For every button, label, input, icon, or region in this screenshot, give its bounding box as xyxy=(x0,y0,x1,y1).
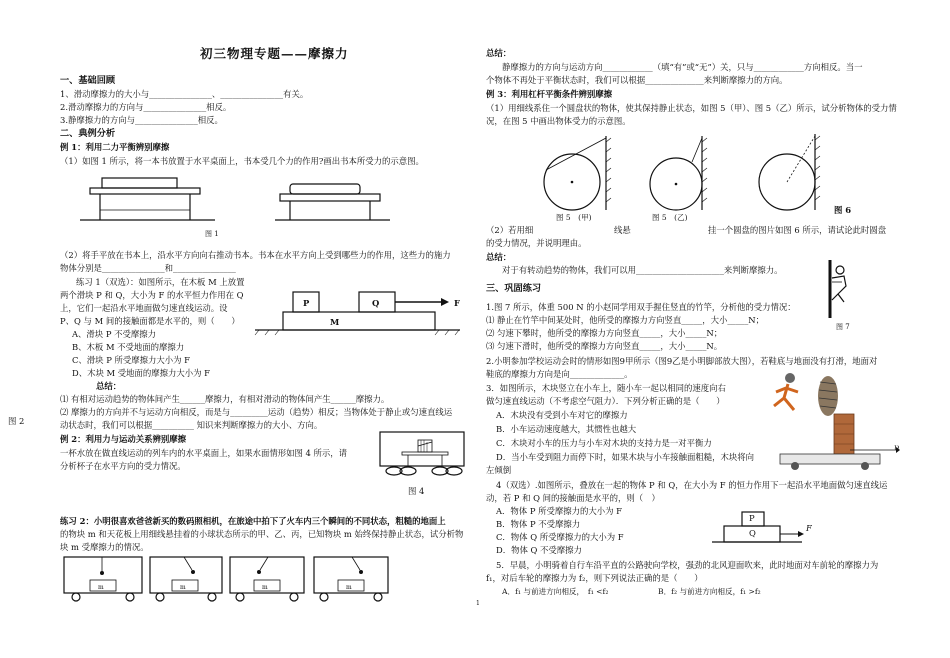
example-3-q2-part-a: （2）若用细 xyxy=(486,225,534,235)
practice-q3-option-b: B．小车运动速度越大，其惯性也越大 xyxy=(496,424,637,434)
car-state-2 xyxy=(150,557,222,601)
force-arrow-head xyxy=(441,298,449,306)
block-q-label: Q xyxy=(372,298,380,308)
block-m-label-1: m xyxy=(98,584,104,591)
cup xyxy=(418,440,432,452)
practice-q3-option-d: D．当小车受到阻力而停下时，如果木块与小车接触面粗糙，木块将向 xyxy=(496,452,754,462)
example-3-line-2: 况，在图 5 中画出物体受力的示意图。 xyxy=(486,116,631,126)
practice-1-option-d: D、木块 M 受地面的摩擦力大小为 F xyxy=(72,368,210,378)
practice-q5-line-2: f₁，对后车轮的摩擦力为 f₂，则下列说法正确的是（ ） xyxy=(486,573,703,583)
figure-6-caption: 图 6 xyxy=(834,205,852,215)
example-1-title: 例 1：利用二力平衡辨别摩擦 xyxy=(60,142,170,152)
practice-q4-option-b: B．物体 P 不受摩擦力 xyxy=(496,519,581,529)
practice-2-figures xyxy=(62,555,392,603)
practice-2-line-2: 的物块 m 和天花板上用细线悬挂着的小球状态所示的甲、乙、丙，已知物块 m 始终保持静止状态，试分析物 xyxy=(60,529,464,539)
figure-1-tables xyxy=(90,172,390,232)
block-m-label-3: m xyxy=(262,584,268,591)
practice-q3-option-c: C．木块对小车的压力与小车对木块的支持力是一对平衡力 xyxy=(496,438,712,448)
practice-q2-line-1: 2.小明参加学校运动会时的情形如图9甲所示（图9乙是小明脚部放大图），若鞋底与地面没有打滑，地面对 xyxy=(486,356,878,366)
practice-2-line-1 xyxy=(60,516,446,527)
practice-q1-line-3: ⑵ 匀速下攀时，他所受的摩擦力方向竖直_____，大小_____N； xyxy=(486,328,723,338)
practice-q3-line-2: 做匀速直线运动（不考虑空气阻力）．下列分析正确的是（ ） xyxy=(486,396,725,406)
figure-5-yi-caption: 图 5 (乙) xyxy=(652,213,688,222)
table-right xyxy=(275,184,390,220)
example-3-title: 例 3：利用杠杆平衡条件辨别摩擦 xyxy=(486,89,612,99)
practice-2-text: 练习 2：小明很喜欢爸爸新买的数码照相机，在旅途中拍下了火车内三个瞬间的不同状态，粗糙的地面上 xyxy=(60,516,446,526)
car-state-4 xyxy=(314,557,388,601)
summary-2-line-2: 个物体不再处于平衡状态时，我们可以根据______________来判断摩擦力的方向。 xyxy=(486,75,788,85)
table-left xyxy=(80,178,215,220)
page-number: 1 xyxy=(476,600,480,607)
example-3-line-1: （1）用细线系住一个圆盘状的物体，使其保持静止状态，如图 5（甲）、图 5（乙）所示，试分析物体的受力情 xyxy=(486,103,897,113)
review-item-2: 2.滑动摩擦力的方向与_______________相反。 xyxy=(60,102,232,112)
section-heading-examples: 二、典例分析 xyxy=(60,128,116,139)
force-f-label: F xyxy=(454,298,460,308)
practice-1-option-a: A、滑块 P 不受摩擦力 xyxy=(72,329,157,339)
practice-q1-line-1: 1.图 7 所示，体重 500 N 的小赵同学用双手握住竖直的竹竿，分析他的受力情况： xyxy=(486,302,796,312)
figure-7-climber xyxy=(824,260,854,320)
section-heading-review: 一、基础回顾 xyxy=(60,75,116,86)
practice-q4-line-2: 动，若 P 和 Q 间的接触面是水平的，则（ ） xyxy=(486,493,660,503)
practice-q5-option-a: A．f₁ 与前进方向相反， f₁ <f₂ xyxy=(502,587,609,596)
summary-2-line-1: 静摩擦力的方向与运动方向____________（填“有”或“无”）关，只与____________方向相反。当一 xyxy=(502,62,863,72)
disc-jia xyxy=(544,136,611,210)
summary-1-line-2: ⑵ 摩擦力的方向并不与运动方向相反，而是与_________运动（趋势）相反；当物体处于静止或匀速直线运 xyxy=(60,407,453,417)
summary-1-line-3: 动状态时，我们可以根据__________ 知识来判断摩擦力的大小、方向。 xyxy=(60,420,323,430)
ground-hatch xyxy=(255,330,459,335)
example-2-title: 例 2：利用力与运动关系辨别摩擦 xyxy=(60,434,186,444)
practice-q4-option-c: C．物体 Q 所受摩擦力的大小为 F xyxy=(496,532,624,542)
summary-3-title: 总结： xyxy=(486,252,512,262)
practice-1-line-4: P、Q 与 M 间的接触面都是水平的，则（ ） xyxy=(60,316,240,326)
figure-7-caption: 图 7 xyxy=(836,323,850,331)
example-1-question-2-line-1: （2）将手平放在书本上，沿水平方向向右推动书本。书本在水平方向上受到哪些力的作用，这些力的施力 xyxy=(60,250,451,260)
velocity-label: υ xyxy=(894,442,900,452)
practice-1-line-1: 练习 1（双选）：如图所示，在木板 M 上放置 xyxy=(76,277,245,287)
figure-blocks-pqm xyxy=(255,290,465,340)
figure-cart-block xyxy=(700,410,900,472)
figure-1-caption: 图 1 xyxy=(205,230,219,238)
example-3-q2-part-b: 线悬 xyxy=(614,225,631,235)
example-2-line-2: 分析杯子在水平方向的受力情况。 xyxy=(60,461,186,471)
summary-1-title: 总结： xyxy=(96,381,122,391)
practice-1-option-b: B、木板 M 不受地面的摩擦力 xyxy=(72,342,185,352)
example-1-question-2-line-2: 物体分别是_______________和_______________ xyxy=(60,263,236,273)
practice-q4-line-1: 4（双选）.如图所示，叠放在一起的物体 P 和 Q，在大小为 F 的恒力作用下一起沿水平地面做匀速直线运 xyxy=(496,480,888,490)
board-m-label: M xyxy=(330,317,340,327)
review-item-1: 1、滑动摩擦力的大小与_______________、_______________有关。 xyxy=(60,89,309,99)
practice-q3-option-d-cont: 左倾倒 xyxy=(486,465,512,475)
board-m xyxy=(283,312,435,330)
example-1-question-1: （1）如图 1 所示，将一本书放置于水平桌面上，书本受几个力的作用?画出书本所受力的示意图。 xyxy=(60,156,424,166)
car-state-1 xyxy=(64,557,142,601)
section-heading-practice: 三、巩固练习 xyxy=(486,283,542,294)
practice-q4-option-d: D．物体 Q 不受摩擦力 xyxy=(496,545,582,555)
figure-5-jia-caption: 图 5 (甲) xyxy=(556,213,592,222)
review-item-3: 3.静摩擦力的方向与_______________相反。 xyxy=(60,115,223,125)
example-3-q2-part-c: 挂一个圆盘的图片如图 6 所示，请试论此时圆盘 xyxy=(708,225,887,235)
practice-q2-line-2: 鞋底的摩擦力方向是向_____________。 xyxy=(486,369,633,379)
disc-yi xyxy=(650,136,707,210)
practice-q1-line-4: ⑶ 匀速下滑时，他所受的摩擦力方向竖直_____，大小_____N。 xyxy=(486,341,723,351)
practice-q4-option-a: A．物体 P 所受摩擦力的大小为 F xyxy=(496,506,622,516)
summary-1-line-1: ⑴ 有相对运动趋势的物体间产生______摩擦力，有相对滑动的物体间产生______摩擦力。 xyxy=(60,394,390,404)
practice-q3-line-1: 3．如图所示，木块竖立在小车上，随小车一起以相同的速度向右 xyxy=(486,383,726,393)
summary-2-title: 总结： xyxy=(486,48,512,58)
block-m-label-4: m xyxy=(346,584,352,591)
practice-1-line-3: 上，它们一起沿水平地面做匀速直线运动。设 xyxy=(60,303,228,313)
q4-block-p-label: P xyxy=(749,513,755,523)
practice-1-line-2: 两个滑块 P 和 Q，大小为 F 的水平恒力作用在 Q xyxy=(60,290,244,300)
figure-5-6-discs xyxy=(510,130,870,215)
page-title: 初三物理专题——摩擦力 xyxy=(200,46,349,61)
disc-fig6 xyxy=(759,134,820,210)
block-p-label: P xyxy=(303,298,310,308)
example-2-line-1: 一杯水放在做直线运动的列车内的水平桌面上，如果水面情形如图 4 所示，请 xyxy=(60,448,348,458)
figure-4-caption: 图 4 xyxy=(408,486,425,496)
example-3-q2-part-d: 的受力情况，并说明理由。 xyxy=(486,238,587,248)
car-state-3 xyxy=(230,557,304,601)
practice-1-option-c: C、滑块 P 所受摩擦力大小为 F xyxy=(72,355,190,365)
block-m-label-2: m xyxy=(180,584,186,591)
practice-q3-option-a: A．木块没有受到小车对它的摩擦力 xyxy=(496,410,628,420)
practice-q1-line-2: ⑴ 静止在竹竿中间某处时，他所受的摩擦力方向竖直_____，大小_____N； xyxy=(486,315,764,325)
practice-q5-option-b: B．f₂ 与前进方向相反，f₁ >f₂ xyxy=(658,587,761,596)
practice-q5-line-1: 5．早晨，小明骑着自行车沿平直的公路驶向学校，强劲的北风迎面吹来，此时地面对车前轮的摩擦力为 xyxy=(496,560,879,570)
figure-4-train-cup xyxy=(378,430,468,478)
summary-3-line-1: 对于有转动趋势的物体，我们可以用_____________________来判断摩擦力。 xyxy=(502,265,783,275)
figure-2-label: 图 2 xyxy=(8,416,25,426)
q4-block-q-label: Q xyxy=(749,528,756,538)
q4-force-label: F xyxy=(806,523,812,533)
practice-2-line-3: 块 m 受摩擦力的情况。 xyxy=(60,542,149,552)
